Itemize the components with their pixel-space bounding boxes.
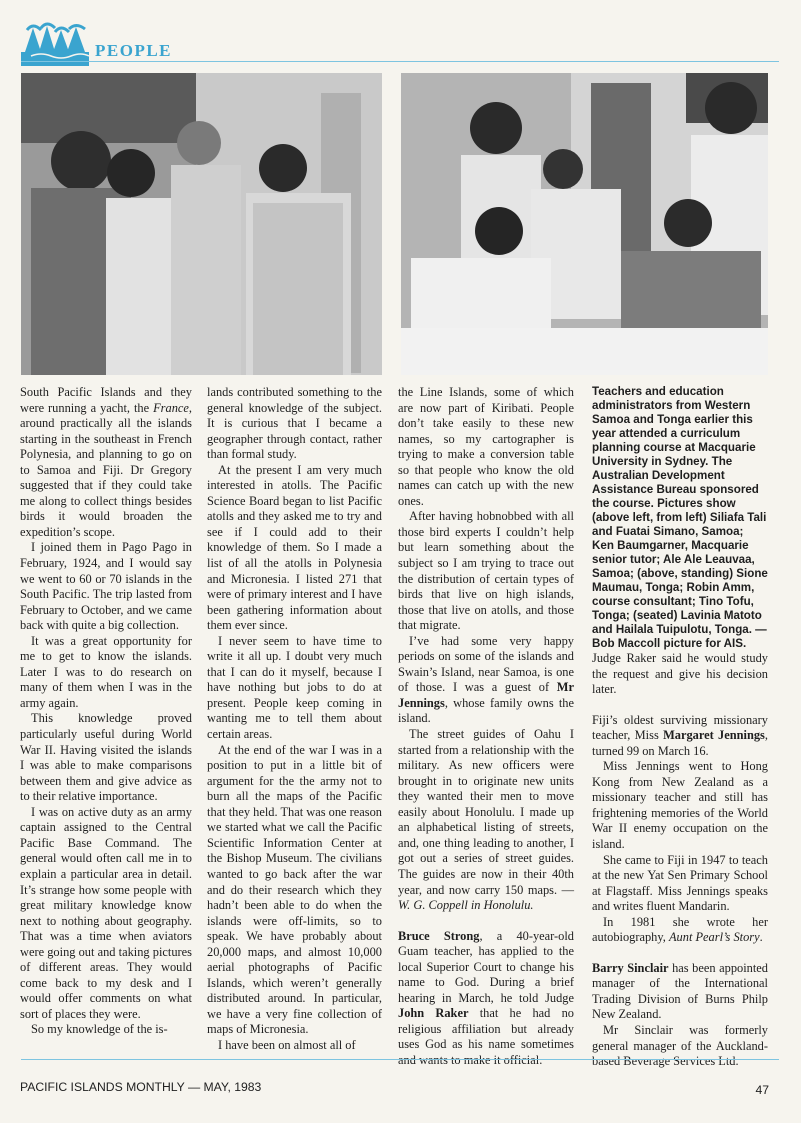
- paragraph: South Pacific Islands and they were running a yacht, the France, around practically all the islands starting in the southeast in French Polynesia, and planning to go on to Samoa and Fiji. Dr Gregory suggested that if they could take me along to collect things besides birds it would broaden the expedition’s scope.: [20, 385, 192, 539]
- person-name: Barry Sinclair: [592, 960, 669, 975]
- paragraph: The street guides of Oahu I started from a relationship with the military. As new officers were brought in to originate new units they wanted their men to move easily about Honolulu. I made up an alphabetical listing of streets, and, one thing leading to another, I got out a series of street guides. The guides are now in their 40th year, and now carry 150 maps. — W. G. Coppell in Honolulu.: [398, 727, 574, 913]
- article-column-2: [207, 385, 382, 1054]
- paragraph: lands contributed something to the general knowledge of the subject. It is curious that I became a geographer through contact, rather than formal study.: [207, 385, 382, 462]
- book-title: Aunt Pearl’s Story: [668, 930, 760, 945]
- person-name: John Raker: [398, 1006, 469, 1021]
- paragraph: I joined them in Pago Pago in February, 1924, and I would say we went to 60 or 70 islands in the South Pacific. The trip lasted from February to October, and we came back with quite a big collection.: [20, 540, 192, 633]
- group-photo-standing-icon: [21, 73, 382, 375]
- paragraph: I’ve had some very happy periods on some of the islands and Swain’s Island, near Samoa, is one of those. I was a guest of Mr Jennings, whose family owns the island.: [398, 633, 574, 726]
- article-column-4: [592, 385, 768, 1070]
- article-column-3: [398, 385, 574, 1069]
- author-credit: W. G. Coppell in Honolulu.: [398, 898, 534, 913]
- paragraph: After having hobnobbed with all those bird experts I couldn’t help but learn something about the subject so I am trying to trace out the distribution of certain types of birds that live on high islands, those that live on atolls, and those that migrate.: [398, 509, 574, 633]
- paragraph: Mr Sinclair was formerly general manager of the Auckland-based Beverage Services Ltd.: [592, 1023, 768, 1069]
- footer-rule: [21, 1059, 779, 1060]
- paragraph: I was on active duty as an army captain assigned to the Central Pacific Base Command. The general would often call me in to explain a particular area in detail. It’s strange how some people with great military knowledge know next to nothing about geography. That was a time when aviators were going out and taking pictures of different areas. They would come back to my desk and I would offer comments on what sort of places they were.: [20, 804, 192, 1021]
- paragraph: Barry Sinclair has been appointed manager of the International Trading Division of Burns Philp New Zealand.: [592, 960, 768, 1022]
- paragraph: Miss Jennings went to Hong Kong from New Zealand as a missionary teacher and still has frightening memories of the World War II enemy occupation on the island.: [592, 759, 768, 852]
- paragraph: Judge Raker said he would study the request and give his decision later.: [592, 651, 768, 697]
- palm-trees-logo-icon: [21, 22, 89, 66]
- paragraph: So my knowledge of the is-: [31, 1022, 168, 1037]
- paragraph: She came to Fiji in 1947 to teach at the new Yat Sen Primary School at Flagstaff. Miss Jennings speaks and writes fluent Mandarin.: [592, 852, 768, 914]
- paragraph: I have been on almost all of: [218, 1037, 356, 1052]
- publication-footer: PACIFIC ISLANDS MONTHLY — MAY, 1983: [20, 1080, 262, 1094]
- article-column-1: [20, 385, 192, 1038]
- paragraph: the Line Islands, some of which are now part of Kiribati. People don’t take easily to these new names, so my cartographer is trying to make a conversion table so that people who know the old names can catch up with the new ones.: [398, 385, 574, 508]
- paragraph: Fiji’s oldest surviving missionary teacher, Miss Margaret Jennings, turned 99 on March 16.: [592, 712, 768, 758]
- person-name: Mr Jennings: [398, 680, 574, 710]
- person-name: Bruce Strong: [398, 928, 480, 943]
- group-photo-seated-icon: [401, 73, 768, 375]
- person-name: Margaret Jennings: [663, 728, 765, 743]
- section-title: PEOPLE: [95, 41, 173, 60]
- paragraph: I never seem to have time to write it all up. I doubt very much that I can do it myself, because I have nothing but jobs to do at present. People keep coming in wanting me to tell them about certain areas.: [207, 633, 382, 742]
- photo-caption: Teachers and education administrators from Western Samoa and Tonga earlier this year attended a curriculum planning course at Macquarie University in Sydney. The Australian Development Assistance Bureau sponsored the course. Pictures show (above left, from left) Siliafa Tali and Fuatai Simano, Samoa; Ken Baumgarner, Macquarie senior tutor; Ale Ale Leauvaa, Samoa; (above, standing) Sione Maumau, Tonga; Robin Amm, course consultant; Tino Tofu, Tonga; (seated) Lavinia Matoto and Hailala Tuipulotu, Tonga. — Bob Maccoll picture for AIS.: [592, 385, 768, 650]
- paragraph: In 1981 she wrote her autobiography, Aunt Pearl’s Story.: [592, 914, 768, 945]
- paragraph: It was a great opportunity for me to get to know the islands. Later I was to do research on many of them when I was in the army again.: [20, 633, 192, 710]
- paragraph: At the end of the war I was in a position to put in a little bit of argument for the the army not to burn all the maps of the Pacific that they held. That was one reason we started what we call the Pacific Scientific Information Center at the Bishop Museum. The civilians wanted to go back after the war and do their research which they hadn’t been able to do when the islands were off-limits, so to speak. We have probably about 20,000 maps, and almost 10,000 aerial photographs of Pacific Islands, which weren’t generally distributed around. In particular, we have a very fine collection of maps of Micronesia.: [207, 742, 382, 1037]
- page-number: 47: [755, 1083, 769, 1097]
- header-rule: [21, 61, 779, 62]
- paragraph: At the present I am very much interested in atolls. The Pacific Science Board began to list Pacific atolls and they asked me to try and see if I could add to their knowledge of them. So I made a list of all the atolls in Polynesia and Micronesia. I listed 271 that were of primary interest and I have been gathering information about them ever since.: [207, 462, 382, 633]
- paragraph: This knowledge proved particularly useful during World War II. Having visited the islands I was able to make comparisons between them and give advice as to their relative importance.: [20, 711, 192, 804]
- paragraph: Bruce Strong, a 40-year-old Guam teacher, has applied to the local Superior Court to change his name to God. During a brief hearing in March, he told Judge John Raker that he had no religious affiliation but already uses God as his name sometimes and wants to make it official.: [398, 928, 574, 1067]
